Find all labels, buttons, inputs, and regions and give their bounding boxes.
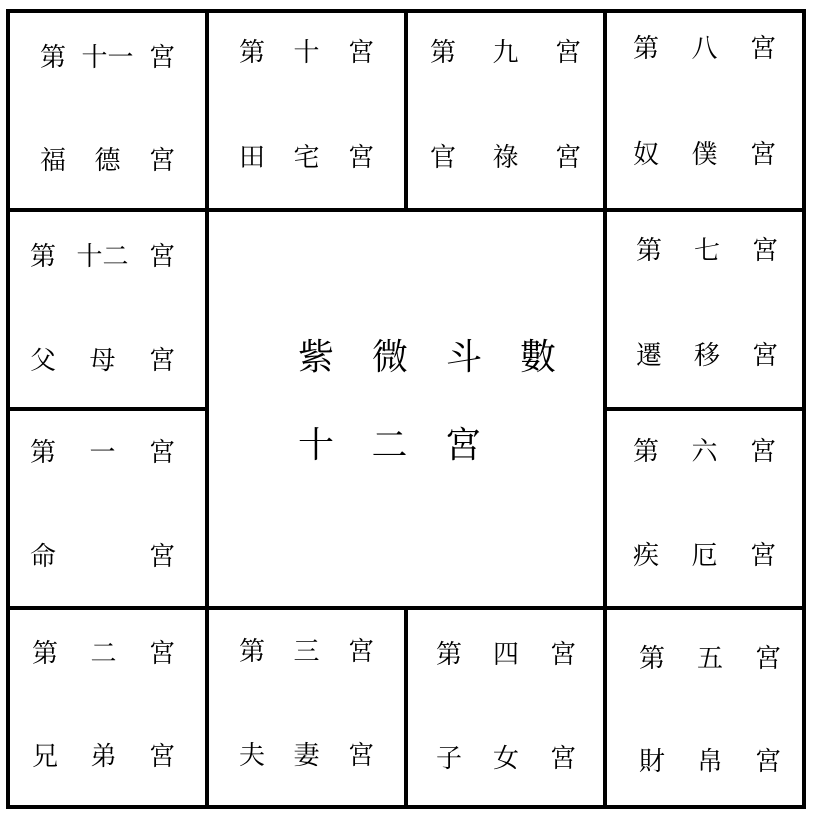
palace-11-name-char-3: 宮 (148, 146, 175, 176)
palace-6-name-char-3: 宮 (749, 541, 776, 571)
center-title-panel (205, 208, 607, 610)
palace-11-number (10, 43, 205, 73)
palace-10-number-char-3: 宮 (347, 38, 374, 68)
palace-3-name-char-3: 宮 (347, 741, 374, 771)
center-subtitle-char-1: 十 (297, 425, 334, 466)
center-title-char-1: 紫 (297, 337, 334, 378)
palace-3-number-char-3: 宮 (347, 637, 374, 667)
palace-7-name-char-3: 宮 (751, 341, 778, 371)
palace-6-name-char-2: 厄 (691, 541, 718, 571)
palace-6-number-char-1: 第 (632, 437, 659, 467)
palace-11-number-char-2: 十一 (81, 43, 134, 73)
palace-1-name-char-3: 宮 (148, 542, 175, 572)
palace-10-property (205, 9, 408, 212)
palace-11-number-char-3: 宮 (148, 43, 175, 73)
palace-9-name (408, 143, 603, 173)
palace-2-number-char-2: 二 (90, 639, 117, 669)
palace-3-number (209, 637, 404, 667)
palace-5-name-char-1: 財 (638, 747, 665, 777)
palace-4-number (408, 640, 603, 670)
center-title-char-2: 微 (371, 337, 408, 378)
palace-10-number (209, 38, 404, 68)
palace-12-name-char-2: 母 (89, 346, 116, 376)
palace-6-name (607, 541, 802, 571)
palace-2-number (10, 639, 205, 669)
palace-7-name-char-2: 移 (693, 341, 720, 371)
palace-7-number-char-3: 宮 (751, 236, 778, 266)
palace-4-name-char-1: 子 (435, 744, 462, 774)
palace-3-name-char-1: 夫 (238, 741, 265, 771)
center-title-char-4: 數 (519, 337, 556, 378)
palace-6-health (603, 407, 806, 610)
palace-7-name-char-1: 遷 (635, 341, 662, 371)
palace-4-number-char-3: 宮 (549, 640, 576, 670)
palace-2-number-char-1: 第 (31, 639, 58, 669)
center-subtitle-char-2: 二 (371, 425, 408, 466)
palace-2-siblings (6, 606, 209, 809)
palace-1-number (10, 438, 205, 468)
palace-8-name-char-3: 宮 (749, 140, 776, 170)
palace-9-number (408, 38, 603, 68)
palace-7-number-char-1: 第 (635, 236, 662, 266)
palace-2-name (10, 742, 205, 772)
palace-1-number-char-1: 第 (29, 438, 56, 468)
palace-2-name-char-3: 宮 (148, 742, 175, 772)
palace-8-name (607, 140, 802, 170)
palace-8-servants (603, 9, 806, 212)
palace-7-number (607, 236, 802, 266)
palace-10-number-char-2: 十 (293, 38, 320, 68)
palace-5-name-char-3: 宮 (754, 747, 781, 777)
palace-5-number-char-1: 第 (638, 644, 665, 674)
palace-1-number-char-3: 宮 (148, 438, 175, 468)
palace-10-name-char-1: 田 (238, 143, 265, 173)
palace-12-name (10, 346, 205, 376)
center-title (296, 338, 558, 378)
palace-5-number-char-3: 宮 (754, 644, 781, 674)
palace-3-number-char-2: 三 (293, 637, 320, 667)
palace-5-number (607, 644, 802, 674)
palace-4-number-char-1: 第 (435, 640, 462, 670)
palace-8-number (607, 34, 802, 64)
palace-4-name-char-3: 宮 (549, 744, 576, 774)
center-title-char-3: 斗 (445, 337, 482, 378)
palace-6-name-char-1: 疾 (632, 541, 659, 571)
palace-12-number-char-3: 宮 (148, 242, 175, 272)
palace-2-name-char-1: 兄 (31, 742, 58, 772)
palace-10-name (209, 143, 404, 173)
palace-12-number-char-2: 十二 (76, 242, 129, 272)
palace-10-name-char-2: 宅 (293, 143, 320, 173)
palace-3-name (209, 741, 404, 771)
palace-7-number-char-2: 七 (693, 236, 720, 266)
palace-9-number-char-1: 第 (429, 38, 456, 68)
palace-1-name-char-2 (88, 542, 118, 572)
palace-2-name-char-2: 弟 (90, 742, 117, 772)
palace-1-name (10, 542, 205, 572)
palace-11-number-char-1: 第 (39, 43, 66, 73)
palace-12-number-char-1: 第 (29, 242, 56, 272)
palace-12-number (10, 242, 205, 272)
center-subtitle-char-3: 宮 (444, 425, 481, 466)
palace-11-name-char-1: 福 (39, 146, 66, 176)
palace-9-name-char-3: 宮 (554, 143, 581, 173)
palace-5-number-char-2: 五 (696, 644, 723, 674)
palace-11-name-char-2: 德 (94, 146, 121, 176)
palace-10-number-char-1: 第 (238, 38, 265, 68)
palace-4-children (404, 606, 607, 809)
palace-8-name-char-1: 奴 (632, 140, 659, 170)
palace-6-number-char-2: 六 (691, 437, 718, 467)
palace-12-parents (6, 208, 209, 411)
center-subtitle (296, 426, 483, 466)
palace-5-name-char-2: 帛 (696, 747, 723, 777)
palace-1-life (6, 407, 209, 610)
palace-2-number-char-3: 宮 (148, 639, 175, 669)
palace-1-name-char-1: 命 (29, 542, 56, 572)
palace-9-number-char-3: 宮 (554, 38, 581, 68)
palace-5-name (607, 747, 802, 777)
palace-3-name-char-2: 妻 (293, 741, 320, 771)
palace-8-name-char-2: 僕 (691, 140, 718, 170)
palace-4-name (408, 744, 603, 774)
palace-6-number-char-3: 宮 (749, 437, 776, 467)
palace-9-number-char-2: 九 (492, 38, 519, 68)
palace-12-name-char-3: 宮 (148, 346, 175, 376)
palace-5-wealth (603, 606, 806, 809)
palace-9-name-char-2: 祿 (492, 143, 519, 173)
palace-4-name-char-2: 女 (492, 744, 519, 774)
palace-3-spouse (205, 606, 408, 809)
palace-7-travel (603, 208, 806, 411)
palace-6-number (607, 437, 802, 467)
palace-11-name (10, 146, 205, 176)
palace-8-number-char-1: 第 (632, 34, 659, 64)
palace-4-number-char-2: 四 (492, 640, 519, 670)
palace-1-number-char-2: 一 (89, 438, 116, 468)
palace-9-name-char-1: 官 (429, 143, 456, 173)
palace-3-number-char-1: 第 (238, 637, 265, 667)
palace-12-name-char-1: 父 (29, 346, 56, 376)
palace-10-name-char-3: 宮 (347, 143, 374, 173)
palace-8-number-char-2: 八 (691, 34, 718, 64)
palace-8-number-char-3: 宮 (749, 34, 776, 64)
palace-11-fortune-virtue (6, 9, 209, 212)
palace-9-career (404, 9, 607, 212)
palace-7-name (607, 341, 802, 371)
